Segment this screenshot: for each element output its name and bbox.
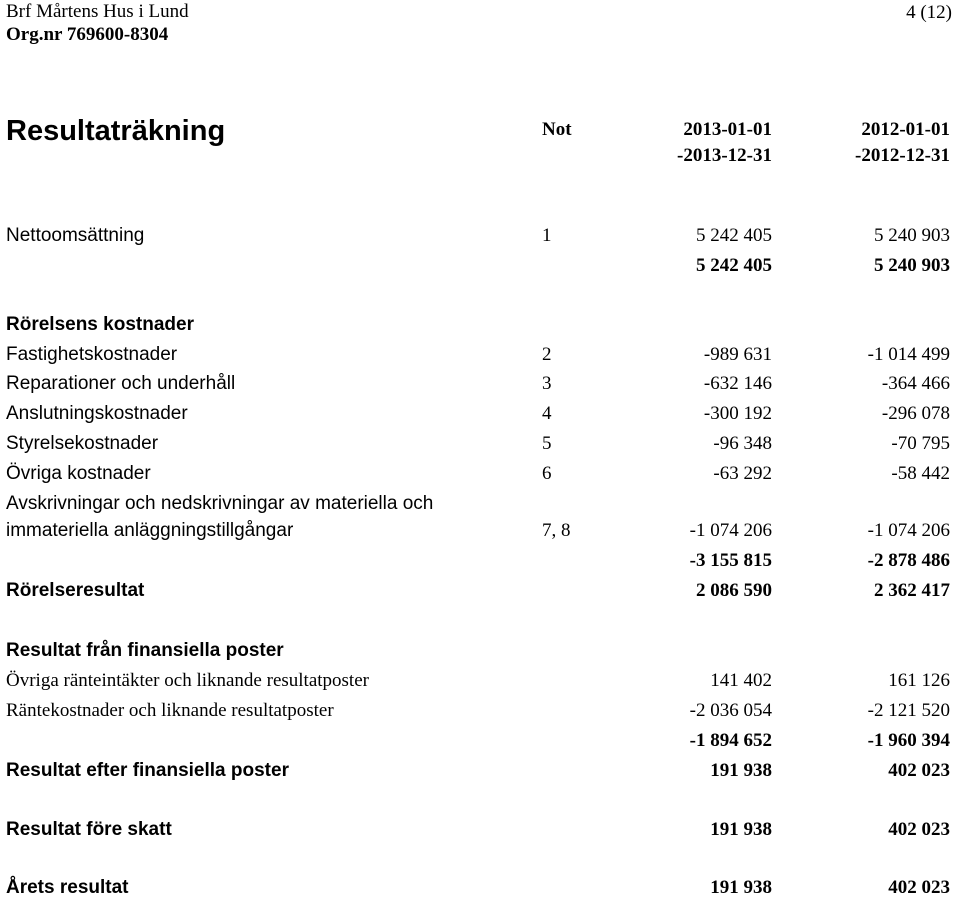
row-note: 2 [542, 344, 552, 365]
row-value-2012: -1 960 394 [867, 730, 950, 751]
row-label: Resultat efter finansiella poster [6, 760, 289, 781]
row-note: 4 [542, 403, 552, 424]
row-value-2013: -2 036 054 [689, 700, 772, 721]
org-name: Brf Mårtens Hus i Lund [6, 1, 189, 22]
row-value-2012: 2 362 417 [874, 580, 950, 601]
row-section-rorelsens-kostnader [0, 311, 960, 339]
row-value-2012: 5 240 903 [874, 255, 950, 276]
row-rantekostnader [0, 697, 960, 725]
row-value-2013: -300 192 [703, 403, 772, 424]
row-resultat-fore-skatt [0, 816, 960, 844]
row-value-2012: -2 878 486 [867, 550, 950, 571]
row-avskrivningar [0, 517, 960, 545]
row-label: Reparationer och underhåll [6, 373, 236, 394]
row-ranteintakter [0, 667, 960, 695]
row-value-2013: 191 938 [710, 819, 772, 840]
row-fastighetskostnader [0, 341, 960, 369]
row-label: Anslutningskostnader [6, 403, 188, 424]
row-label: Övriga ränteintäkter och liknande resultatposter [6, 670, 369, 691]
col-header-not: Not [542, 119, 572, 140]
row-note: 7, 8 [542, 520, 571, 541]
row-value-2013: -1 894 652 [689, 730, 772, 751]
row-value-2012: -70 795 [891, 433, 950, 454]
row-value-2012: 402 023 [888, 760, 950, 781]
row-value-2013: -96 348 [713, 433, 772, 454]
row-label: Resultat före skatt [6, 819, 172, 840]
row-value-2013: 5 242 405 [696, 255, 772, 276]
row-label: Avskrivningar och nedskrivningar av materiella och [6, 493, 434, 514]
row-value-2012: 5 240 903 [874, 225, 950, 246]
row-label: Rörelseresultat [6, 580, 145, 601]
row-styrelsekostnader [0, 430, 960, 458]
row-value-2013: 141 402 [710, 670, 772, 691]
row-value-2013: 191 938 [710, 877, 772, 898]
row-value-2013: -989 631 [703, 344, 772, 365]
row-value-2012: -1 014 499 [867, 344, 950, 365]
row-value-2012: -296 078 [881, 403, 950, 424]
row-label: Fastighetskostnader [6, 344, 178, 365]
row-value-2013: 5 242 405 [696, 225, 772, 246]
row-label: Nettoomsättning [6, 225, 145, 246]
row-value-2012: -1 074 206 [867, 520, 950, 541]
row-label: Styrelsekostnader [6, 433, 159, 454]
row-nettoomsattning [0, 222, 960, 250]
row-avskrivningar-line1 [0, 490, 960, 518]
row-value-2013: -632 146 [703, 373, 772, 394]
row-value-2013: -3 155 815 [689, 550, 772, 571]
row-label: Årets resultat [6, 877, 129, 898]
row-value-2013: 2 086 590 [696, 580, 772, 601]
row-value-2013: 191 938 [710, 760, 772, 781]
row-reparationer [0, 370, 960, 398]
row-note: 6 [542, 463, 552, 484]
col-header-2012: 2012-01-01 -2012-12-31 [855, 119, 950, 166]
row-value-2013: -63 292 [713, 463, 772, 484]
row-value-2012: -2 121 520 [867, 700, 950, 721]
page-number: 4 (12) [906, 2, 952, 23]
section-heading: Resultat från finansiella poster [6, 640, 284, 661]
row-value-2012: -58 442 [891, 463, 950, 484]
row-value-2012: 161 126 [888, 670, 950, 691]
col-header-2013: 2013-01-01 -2013-12-31 [677, 119, 772, 166]
row-value-2012: -364 466 [881, 373, 950, 394]
section-heading: Rörelsens kostnader [6, 314, 194, 335]
row-subtotal-costs [0, 547, 960, 575]
row-arets-resultat [0, 874, 960, 902]
row-label: immateriella anläggningstillgångar [6, 520, 294, 541]
row-note: 1 [542, 225, 552, 246]
row-value-2012: 402 023 [888, 877, 950, 898]
row-section-finansiella [0, 637, 960, 665]
row-note: 3 [542, 373, 552, 394]
row-note: 5 [542, 433, 552, 454]
page-title: Resultaträkning [6, 115, 226, 147]
row-value-2012: 402 023 [888, 819, 950, 840]
row-value-2013: -1 074 206 [689, 520, 772, 541]
row-subtotal-revenue [0, 252, 960, 280]
row-rorelseresultat [0, 577, 960, 605]
org-number: Org.nr 769600-8304 [6, 24, 169, 45]
row-anslutningskostnader [0, 400, 960, 428]
row-subtotal-financial [0, 727, 960, 755]
row-label: Räntekostnader och liknande resultatposter [6, 700, 334, 721]
row-ovriga-kostnader [0, 460, 960, 488]
row-label: Övriga kostnader [6, 463, 151, 484]
row-resultat-efter-finansiella [0, 757, 960, 785]
